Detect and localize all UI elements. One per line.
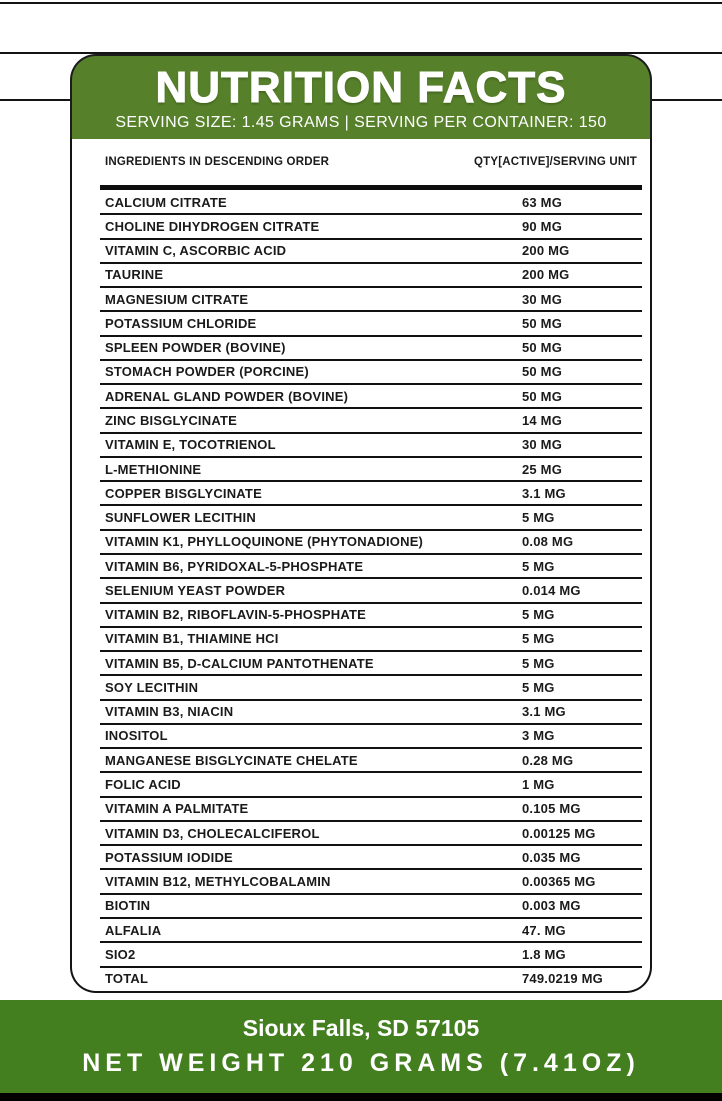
table-row [72,967,650,991]
ingredient-rows [72,190,650,991]
table-row [72,918,650,942]
table-row [72,239,650,263]
ingredient-qty: 30 MG [522,437,563,453]
ingredient-name: SUNFLOWER LECITHIN [105,510,256,526]
ingredient-qty: 0.00125 MG [522,825,596,841]
table-row [72,530,650,554]
ingredient-name: TOTAL [105,971,149,987]
footer-address: Sioux Falls, SD 57105 [242,1015,480,1041]
ingredient-qty: 0.08 MG [522,534,574,550]
ingredient-qty: 749.0219 MG [522,971,603,987]
ingredient-qty: 0.035 MG [522,849,581,865]
ingredient-name: VITAMIN B3, NIACIN [105,704,234,720]
ingredient-qty: 47. MG [522,922,566,938]
table-header-row [72,139,650,185]
table-row [72,190,650,214]
ingredient-qty: 5 MG [522,558,555,574]
column-header-qty: QTY[ACTIVE]/SERVING UNIT [473,156,637,168]
table-row [72,845,650,869]
trim-line-top [0,2,722,4]
ingredient-name: VITAMIN B5, D-CALCIUM PANTOTHENATE [105,655,374,671]
table-row [72,505,650,529]
ingredient-qty: 30 MG [522,291,563,307]
ingredient-name: VITAMIN B6, PYRIDOXAL-5-PHOSPHATE [105,558,364,574]
ingredient-name: CALCIUM CITRATE [105,194,227,210]
ingredient-qty: 0.014 MG [522,582,581,598]
table-row [72,603,650,627]
ingredient-qty: 3.1 MG [522,485,566,501]
table-row [72,627,650,651]
ingredient-qty: 200 MG [522,243,570,259]
ingredient-name: VITAMIN C, ASCORBIC ACID [105,243,287,259]
ingredient-qty: 3 MG [522,728,555,744]
ingredient-qty: 0.28 MG [522,752,574,768]
ingredient-qty: 50 MG [522,388,563,404]
table-row [72,433,650,457]
table-row [72,481,650,505]
nutrition-facts-panel [70,54,652,993]
label-header [70,54,652,139]
ingredient-name: POTASSIUM CHLORIDE [105,315,257,331]
table-row [72,772,650,796]
ingredient-name: VITAMIN K1, PHYLLOQUINONE (PHYTONADIONE) [105,534,424,550]
ingredient-name: FOLIC ACID [105,777,181,792]
ingredient-name: MANGANESE BISGLYCINATE CHELATE [105,752,358,768]
ingredient-qty: 0.00365 MG [522,874,596,890]
ingredient-qty: 0.105 MG [522,801,581,817]
ingredient-qty: 5 MG [522,510,555,526]
ingredient-name: SIO2 [105,946,136,962]
ingredient-name: VITAMIN A PALMITATE [105,801,249,817]
ingredient-name: STOMACH POWDER (PORCINE) [105,364,309,380]
table-row [72,457,650,481]
ingredients-table [70,139,652,993]
ingredient-name: SPLEEN POWDER (BOVINE) [105,340,286,356]
table-row [72,797,650,821]
ingredient-qty: 5 MG [522,631,555,647]
label-title: NUTRITION FACTS [155,63,567,113]
serving-info: SERVING SIZE: 1.45 GRAMS | SERVING PER CONTAINER: 150 [115,113,607,131]
ingredient-qty: 14 MG [522,413,563,429]
table-row [72,408,650,432]
ingredient-name: INOSITOL [105,728,168,744]
ingredient-qty: 3.1 MG [522,704,566,720]
table-row [72,748,650,772]
ingredient-qty: 200 MG [522,267,570,283]
bottom-trim-strip [0,1093,722,1101]
table-row [72,651,650,675]
ingredient-qty: 5 MG [522,679,555,695]
ingredient-name: VITAMIN B1, THIAMINE HCI [105,631,279,647]
footer-net-weight: NET WEIGHT 210 GRAMS (7.41OZ) [82,1049,640,1077]
ingredient-name: SELENIUM YEAST POWDER [105,582,286,598]
table-row [72,675,650,699]
ingredient-name: MAGNESIUM CITRATE [105,291,249,307]
ingredient-name: VITAMIN B2, RIBOFLAVIN-5-PHOSPHATE [105,607,367,623]
ingredient-qty: 50 MG [522,315,563,331]
ingredient-qty: 63 MG [522,194,563,210]
table-row [72,869,650,893]
table-row [72,724,650,748]
ingredient-name: ADRENAL GLAND POWDER (BOVINE) [105,388,349,404]
table-row [72,214,650,238]
table-row [72,336,650,360]
ingredient-qty: 5 MG [522,655,555,671]
ingredient-qty: 1 MG [522,777,555,792]
ingredient-qty: 0.003 MG [522,898,581,914]
ingredient-qty: 50 MG [522,364,563,380]
label-footer [0,1000,722,1093]
table-row [72,360,650,384]
table-row [72,311,650,335]
table-row [72,578,650,602]
table-row [72,554,650,578]
ingredient-name: ZINC BISGLYCINATE [105,413,237,429]
table-row [72,263,650,287]
table-row [72,942,650,966]
ingredient-name: BIOTIN [105,898,151,914]
ingredient-qty: 5 MG [522,607,555,623]
ingredient-name: VITAMIN B12, METHYLCOBALAMIN [105,874,331,890]
ingredient-name: L-METHIONINE [105,461,202,477]
table-row [72,894,650,918]
table-row [72,384,650,408]
ingredient-qty: 1.8 MG [522,946,566,962]
ingredient-name: ALFALIA [105,922,162,938]
ingredient-name: SOY LECITHIN [105,679,199,695]
ingredient-name: COPPER BISGLYCINATE [105,485,262,501]
table-row [72,287,650,311]
ingredient-qty: 90 MG [522,218,563,234]
ingredient-qty: 25 MG [522,461,563,477]
ingredient-name: VITAMIN E, TOCOTRIENOL [105,437,276,453]
ingredient-name: POTASSIUM IODIDE [105,849,233,865]
table-row [72,700,650,724]
ingredient-name: TAURINE [105,267,164,283]
ingredient-name: VITAMIN D3, CHOLECALCIFEROL [105,825,320,841]
table-row [72,821,650,845]
ingredient-name: CHOLINE DIHYDROGEN CITRATE [105,218,320,234]
ingredient-qty: 50 MG [522,340,563,356]
column-header-ingredients: INGREDIENTS IN DESCENDING ORDER [105,156,330,168]
